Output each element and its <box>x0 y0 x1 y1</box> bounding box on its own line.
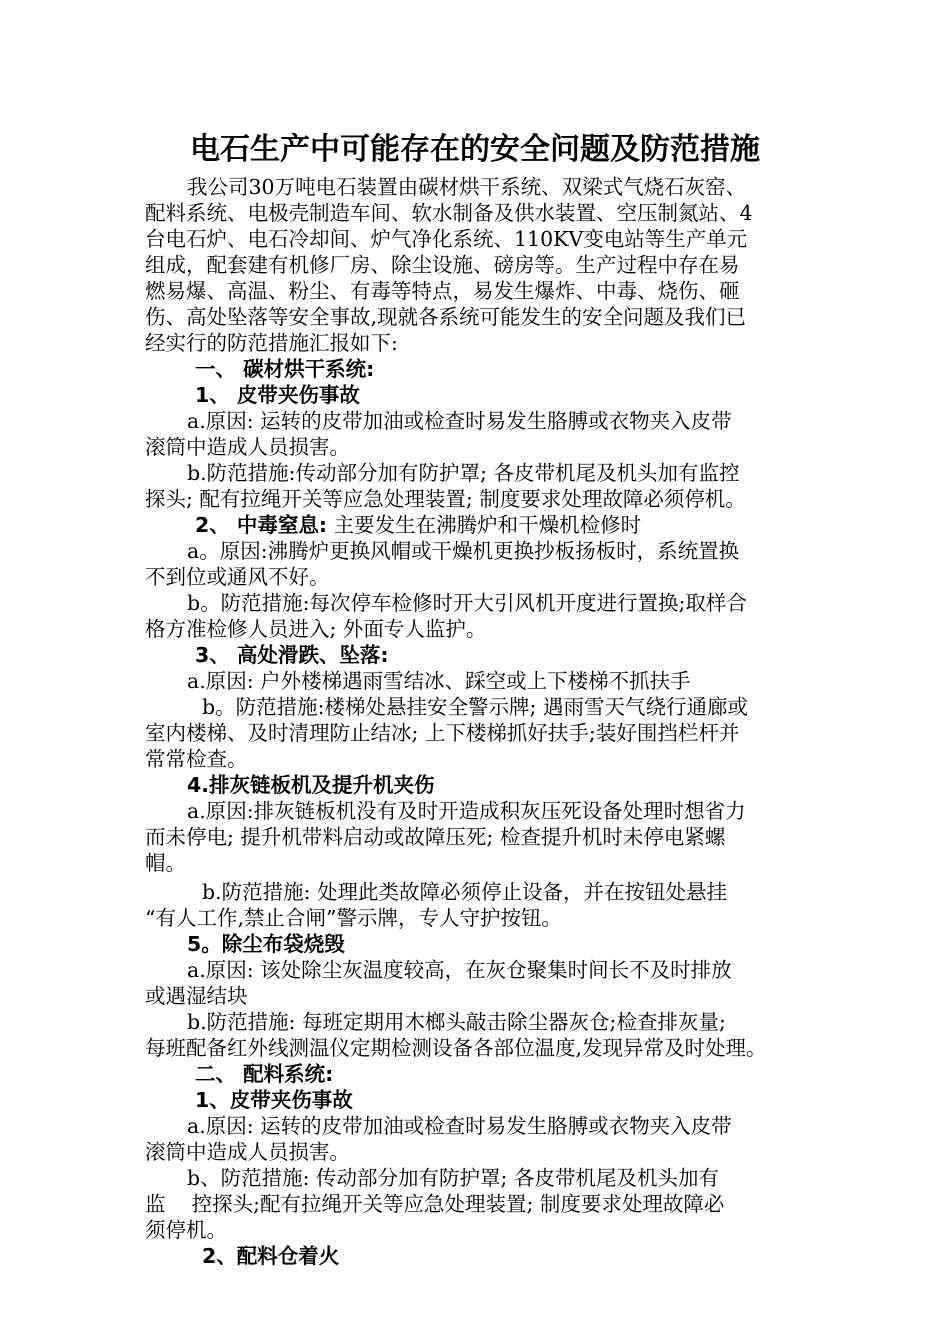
paragraph-line: a.原因: 该处除尘灰温度较高，在灰仓聚集时间长不及时排放 <box>187 958 732 982</box>
paragraph-line: a.原因:排灰链板机没有及时开造成积灰压死设备处理时想省力 <box>187 799 746 823</box>
subsection-heading: 3、 高处滑跌、坠落: <box>195 643 389 667</box>
document-title: 电石生产中可能存在的安全问题及防范措施 <box>190 132 760 167</box>
paragraph-line: 室内楼梯、及时清理防止结冰; 上下楼梯抓好扶手;装好围挡栏杆并 <box>145 721 740 745</box>
subsection-line <box>145 512 815 538</box>
paragraph-line: b.防范措施:传动部分加有防护罩; 各皮带机尾及机头加有监控 <box>187 461 740 485</box>
paragraph-line: 或遇湿结块 <box>145 984 248 1008</box>
subsection-heading: 5。除尘布袋烧毁 <box>187 932 345 956</box>
paragraph-line: 须停机。 <box>145 1218 227 1242</box>
subsection-heading: 2、 中毒窒息: <box>195 513 328 537</box>
section-heading: 二、 配料系统: <box>195 1062 334 1086</box>
paragraph-line: 台电石炉、电石冷却间、炉气净化系统、110KV变电站等生产单元 <box>145 227 748 251</box>
subsection-heading: 2、配料仓着火 <box>202 1244 340 1268</box>
section-heading: 一、 碳材烘干系统: <box>195 357 375 381</box>
paragraph-line: 不到位或通风不好。 <box>145 565 330 589</box>
paragraph-line: a.原因: 运转的皮带加油或检查时易发生胳膊或衣物夹入皮带 <box>187 409 732 433</box>
paragraph-line: 帽。 <box>145 851 186 875</box>
subsection-heading: 1、 皮带夹伤事故 <box>195 383 360 407</box>
paragraph-line: a.原因: 户外楼梯遇雨雪结冰、踩空或上下楼梯不抓扶手 <box>187 669 691 693</box>
paragraph-line: 而未停电; 提升机带料启动或故障压死; 检查提升机时未停电紧螺 <box>145 825 726 849</box>
paragraph-line: 组成，配套建有机修厂房、除尘设施、磅房等。生产过程中存在易 <box>145 253 740 277</box>
paragraph-line: “有人工作,禁止合闸”警示牌，专人守护按钮。 <box>145 906 562 930</box>
paragraph-line: b.防范措施: 处理此类故障必须停止设备，并在按钮处悬挂 <box>202 880 728 904</box>
document-body <box>145 174 815 1269</box>
paragraph-line: 配料系统、电极壳制造车间、软水制备及供水装置、空压制氮站、4 <box>145 201 753 225</box>
paragraph-line: 滚筒中造成人员损害。 <box>145 435 350 459</box>
paragraph-line: b。防范措施:每次停车检修时开大引风机开度进行置换;取样合 <box>187 591 747 615</box>
paragraph-line: a。原因:沸腾炉更换风帽或干燥机更换抄板扬板时，系统置换 <box>187 539 740 563</box>
paragraph-line: 我公司30万吨电石装置由碳材烘干系统、双梁式气烧石灰窑、 <box>187 175 747 199</box>
paragraph-line: 燃易爆、高温、粉尘、有毒等特点，易发生爆炸、中毒、烧伤、砸 <box>145 279 740 303</box>
paragraph-line: 经实行的防范措施汇报如下: <box>145 331 398 355</box>
paragraph-line: 常常检查。 <box>145 747 248 771</box>
subsection-heading: 1、皮带夹伤事故 <box>195 1088 353 1112</box>
paragraph-line: 伤、高处坠落等安全事故,现就各系统可能发生的安全问题及我们已 <box>145 305 747 329</box>
paragraph-line: 滚筒中造成人员损害。 <box>145 1140 350 1164</box>
paragraph-line: a.原因: 运转的皮带加油或检查时易发生胳膊或衣物夹入皮带 <box>187 1114 732 1138</box>
subsection-note: 主要发生在沸腾炉和干燥机检修时 <box>333 513 642 537</box>
paragraph-line: b.防范措施: 每班定期用木榔头敲击除尘器灰仓;检查排灰量; <box>187 1010 726 1034</box>
paragraph-line: 每班配备红外线测温仪定期检测设备各部位温度,发现异常及时处理。 <box>145 1036 767 1060</box>
paragraph-line: b。防范措施:楼梯处悬挂安全警示牌; 遇雨雪天气绕行通廊或 <box>202 695 748 719</box>
paragraph-line: b、防范措施: 传动部分加有防护罩; 各皮带机尾及机头加有 <box>187 1166 719 1190</box>
paragraph-line: 探头; 配有拉绳开关等应急处理装置; 制度要求处理故障必须停机。 <box>145 487 746 511</box>
subsection-heading: 4.排灰链板机及提升机夹伤 <box>187 773 435 797</box>
paragraph-line: 格方准检修人员进入; 外面专人监护。 <box>145 617 487 641</box>
paragraph-line: 监 控探头;配有拉绳开关等应急处理装置; 制度要求处理故障必 <box>145 1192 725 1216</box>
